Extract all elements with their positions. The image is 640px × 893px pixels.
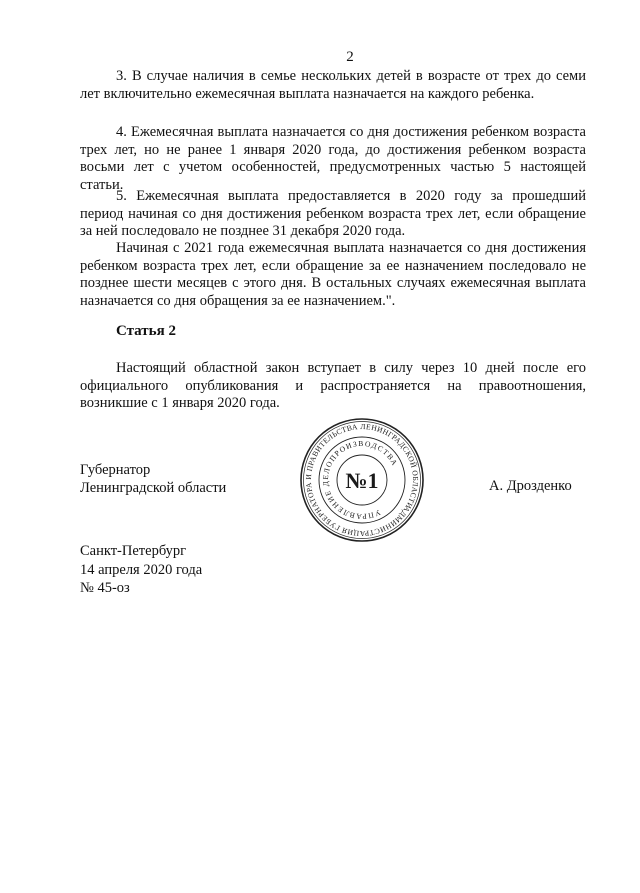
law-number: № 45-оз [80, 580, 130, 596]
signatory-position [80, 461, 226, 497]
official-seal [299, 417, 425, 543]
paragraph-item-5: 5. Ежемесячная выплата предоставляется в 2020 году за прошедший период начиная со дня достижения ребенком возраста трех лет, если обращение за ней последовало не позднее 31 декабря 2020 года. [80, 188, 586, 239]
article-heading: Статья 2 [116, 323, 176, 339]
signing-place-date [80, 542, 202, 598]
paragraph-continuation: Начиная с 2021 года ежемесячная выплата назначается со дня достижения ребенком возраста трех лет, если обращение за ее назначением последовало не позднее шести месяцев с этого дня. В остальных случаях ежемесячная выплата назначается со дня обращения за ее назначением.". [80, 240, 586, 309]
signatory-region: Ленинградской области [80, 480, 227, 496]
signatory-name: А. Дрозденко [489, 478, 572, 494]
seal-outer-text: АДМИНИСТРАЦИЯ ГУБЕРНАТОРА И ПРАВИТЕЛЬСТВА ЛЕНИНГРАДСКОЙ ОБЛАСТИ [303, 421, 421, 539]
signing-date: 14 апреля 2020 года [80, 561, 203, 578]
paragraph-item-3: 3. В случае наличия в семье нескольких детей в возрасте от трех до семи лет включительно ежемесячная выплата назначается на каждого ребенка. [80, 68, 586, 102]
article-2-text: Настоящий областной закон вступает в силу через 10 дней после его официального опубликования и распространяется на правоотношения, возникшие с 1 января 2020 года. [80, 360, 586, 411]
signing-city: Санкт-Петербург [80, 543, 187, 559]
page-number: 2 [346, 49, 354, 65]
seal-inner-text: УПРАВЛЕНИЕ ДЕЛОПРОИЗВОДСТВА [320, 438, 400, 522]
signatory-title: Губернатор [80, 462, 151, 478]
paragraph-item-4: 4. Ежемесячная выплата назначается со дня достижения ребенком возраста трех лет, но не ранее 1 января 2020 года, до достижения ребенком возраста восьми лет с учетом особенностей, предусмотренных частью 5 настоящей статьи. [80, 124, 586, 193]
seal-number: №1 [345, 468, 379, 493]
